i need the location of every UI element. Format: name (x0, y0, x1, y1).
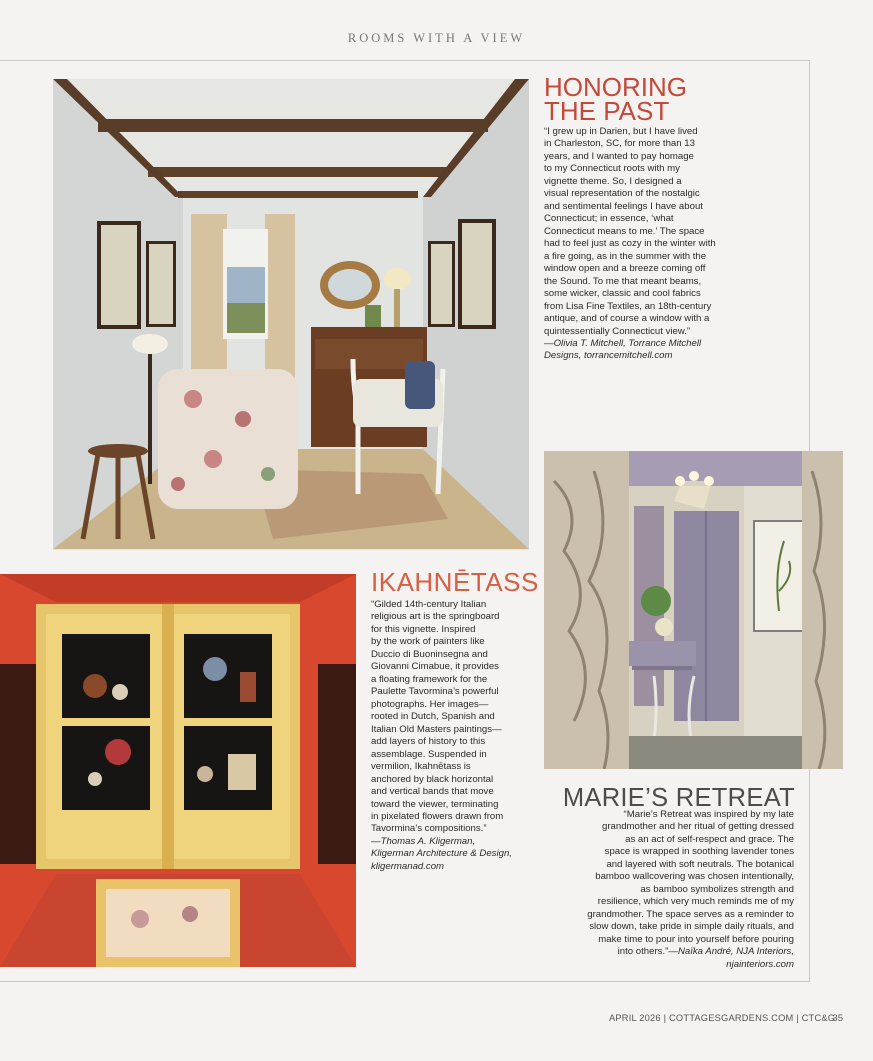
body-line: “I grew up in Darien, but I have lived (544, 126, 698, 137)
body-line: grandmother and her ritual of getting dressed (602, 821, 794, 833)
body-line: Giovanni Cimabue, it provides (371, 661, 499, 673)
article-title-ikahnetass: IKAHNĒTASS (371, 567, 539, 597)
credit-line: Kligerman Architecture & Design, (371, 848, 512, 860)
body-line: assemblage. Suspended in (371, 748, 487, 760)
body-last-fragment: into others.” (617, 946, 669, 958)
body-line: from Lisa Fine Textiles, an 18th-century (544, 300, 712, 312)
body-line: and sentimental feelings I have about (544, 200, 703, 212)
body-line: years, and I wanted to pay homage (544, 150, 694, 162)
photo-ikahnetass (0, 574, 356, 967)
body-line: vermilion, Ikahnētass is (371, 761, 471, 773)
body-line: in pixelated flowers drawn from (371, 810, 504, 822)
title-line: HONORING (544, 72, 687, 102)
body-line: anchored by black horizontal (371, 773, 494, 785)
credit-line: —Thomas A. Kligerman, (371, 835, 476, 847)
body-line: visual representation of the nostalgic (544, 188, 700, 200)
body-line: space is wrapped in soothing lavender tones (604, 846, 794, 858)
body-line: rooted in Dutch, Spanish and (371, 711, 495, 723)
body-line-with-credit (534, 946, 794, 958)
photo-honoring-the-past (53, 79, 529, 550)
body-line: “Marie’s Retreat was inspired by my late (623, 809, 794, 820)
body-line: quintessentially Connecticut view.” (544, 325, 691, 337)
body-line: slow down, take pride in simple daily rituals, and (589, 921, 794, 933)
body-line: antique, and of course a window with a (544, 313, 710, 325)
credit-line: Designs, torrancemitchell.com (544, 350, 673, 362)
body-line: Connecticut; in essence, ‘what (544, 213, 674, 225)
page-footer: APRIL 2026 | COTTAGESGARDENS.COM | CTC&G (609, 1013, 836, 1023)
body-line: the Sound. To me that meant beams, (544, 275, 702, 287)
body-line: Duccio di Buoninsegna and (371, 648, 488, 660)
lavender-room-illustration (544, 451, 843, 769)
credit-line: —Olivia T. Mitchell, Torrance Mitchell (544, 337, 702, 349)
article-body-ikahnetass (371, 599, 536, 873)
body-line: make time to pour into yourself before pouring (598, 933, 794, 945)
body-line: and vertical bands that move (371, 786, 494, 798)
article-title-maries-retreat: MARIE’S RETREAT (562, 784, 795, 812)
body-line: Paulette Tavormina’s powerful (371, 686, 499, 698)
body-line: Italian Old Masters paintings— (371, 723, 502, 735)
body-line: in Charleston, SC, for more than 13 (544, 138, 695, 150)
body-line: religious art is the springboard (371, 611, 500, 623)
body-line: photographs. Her images— (371, 698, 489, 710)
credit-fragment: —Naïka André, NJA Interiors, (668, 946, 794, 958)
body-line: bamboo wallcovering was chosen intentionally, (595, 871, 794, 883)
body-line: Connecticut means to me.’ The space (544, 225, 705, 237)
body-line: resilience, which very much reminds me of my (597, 896, 794, 908)
body-line: as bamboo symbolizes strength and (640, 883, 794, 895)
article-title-honoring-the-past (544, 72, 687, 127)
credit-line: kligermanad.com (371, 860, 445, 872)
body-line: “Gilded 14th-century Italian (371, 599, 487, 610)
article-body-honoring-the-past (544, 126, 734, 363)
body-line: a fire going, as in the summer with the (544, 250, 707, 262)
body-line: window open and a breeze coming off (544, 263, 706, 275)
title-line: THE PAST (544, 96, 670, 127)
body-line: Tavormina’s compositions.” (371, 823, 487, 835)
body-line: grandmother. The space serves as a reminder to (587, 908, 794, 920)
body-line: vignette theme. So, I designed a (544, 175, 682, 187)
credit-line: njainteriors.com (726, 958, 794, 970)
body-line: had to feel just as cozy in the winter with (544, 238, 716, 250)
photo-maries-retreat (544, 451, 843, 769)
room-illustration-1 (53, 79, 529, 550)
article-body-maries-retreat (534, 809, 794, 971)
running-header: ROOMS WITH A VIEW (347, 31, 526, 45)
body-line: for this vignette. Inspired (371, 623, 476, 635)
body-line: and layered with soft neutrals. The botanical (606, 858, 794, 870)
body-line: to my Connecticut roots with my (544, 163, 680, 175)
body-line: add layers of history to this (371, 736, 486, 748)
body-line: as an act of self-respect and grace. The (625, 833, 794, 845)
body-line: a floating framework for the (371, 673, 488, 685)
body-line: toward the viewer, terminating (371, 798, 499, 810)
gilded-cabinet-illustration (0, 574, 356, 967)
page-number: 35 (832, 1013, 843, 1024)
body-line: by the work of painters like (371, 636, 485, 648)
body-line: some wicker, classic and cool fabrics (544, 288, 701, 300)
